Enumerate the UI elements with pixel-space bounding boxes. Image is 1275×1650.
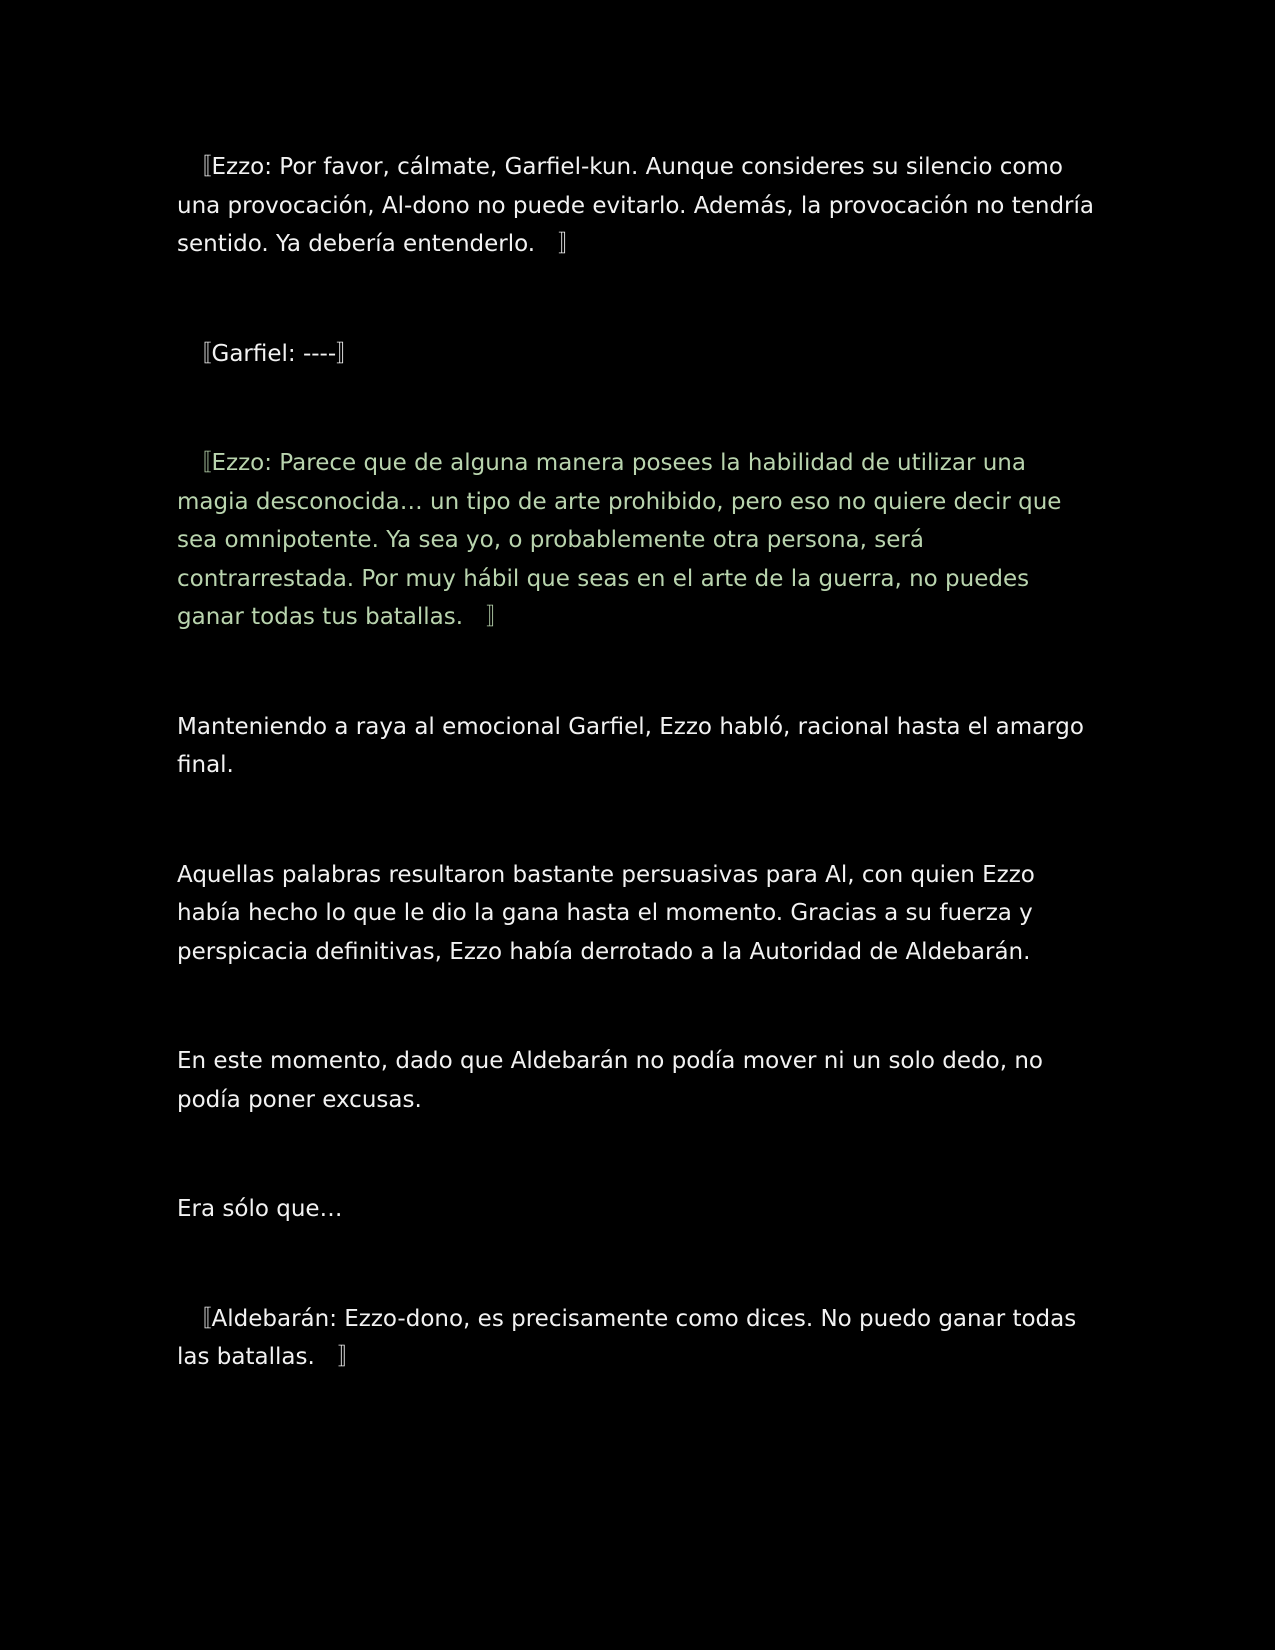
dialogue-garfiel-silence: 〚Garfiel: ----〛 — [177, 340, 360, 367]
dialogue-ezzo-magic: 〚Ezzo: Parece que de alguna manera posees la habilidad de utilizar una magia desconocida… un tipo de arte prohibido, pero eso no quiere decir que sea omnipotente. Ya sea yo, o probablemente otra persona, será contrarrestada. Por muy hábil que seas en el arte de la guerra, no puedes ganar todas tus batallas. 〛 — [177, 450, 1062, 630]
dialogue-ezzo-calm: 〚Ezzo: Por favor, cálmate, Garfiel-kun. Aunque consideres su silencio como una provocación, Al-dono no puede evitarlo. Además, la provocación no tendría sentido. Ya debería entenderlo. 〛 — [177, 154, 1094, 257]
document-body — [177, 148, 1097, 1377]
dialogue-aldebaran: 〚Aldebarán: Ezzo-dono, es precisamente como dices. No puedo ganar todas las batallas. 〛 — [177, 1305, 1077, 1370]
narration-rational: Manteniendo a raya al emocional Garfiel, Ezzo habló, racional hasta el amargo final. — [177, 713, 1084, 778]
narration-no-excuses: En este momento, dado que Aldebarán no podía mover ni un solo dedo, no podía poner excusas. — [177, 1048, 1043, 1113]
narration-only-that: Era sólo que… — [177, 1196, 343, 1222]
narration-persuasive: Aquellas palabras resultaron bastante persuasivas para Al, con quien Ezzo había hecho lo que le dio la gana hasta el momento. Gracias a su fuerza y perspicacia definitivas, Ezzo había derrotado a la Autoridad de Aldebarán. — [177, 861, 1035, 965]
